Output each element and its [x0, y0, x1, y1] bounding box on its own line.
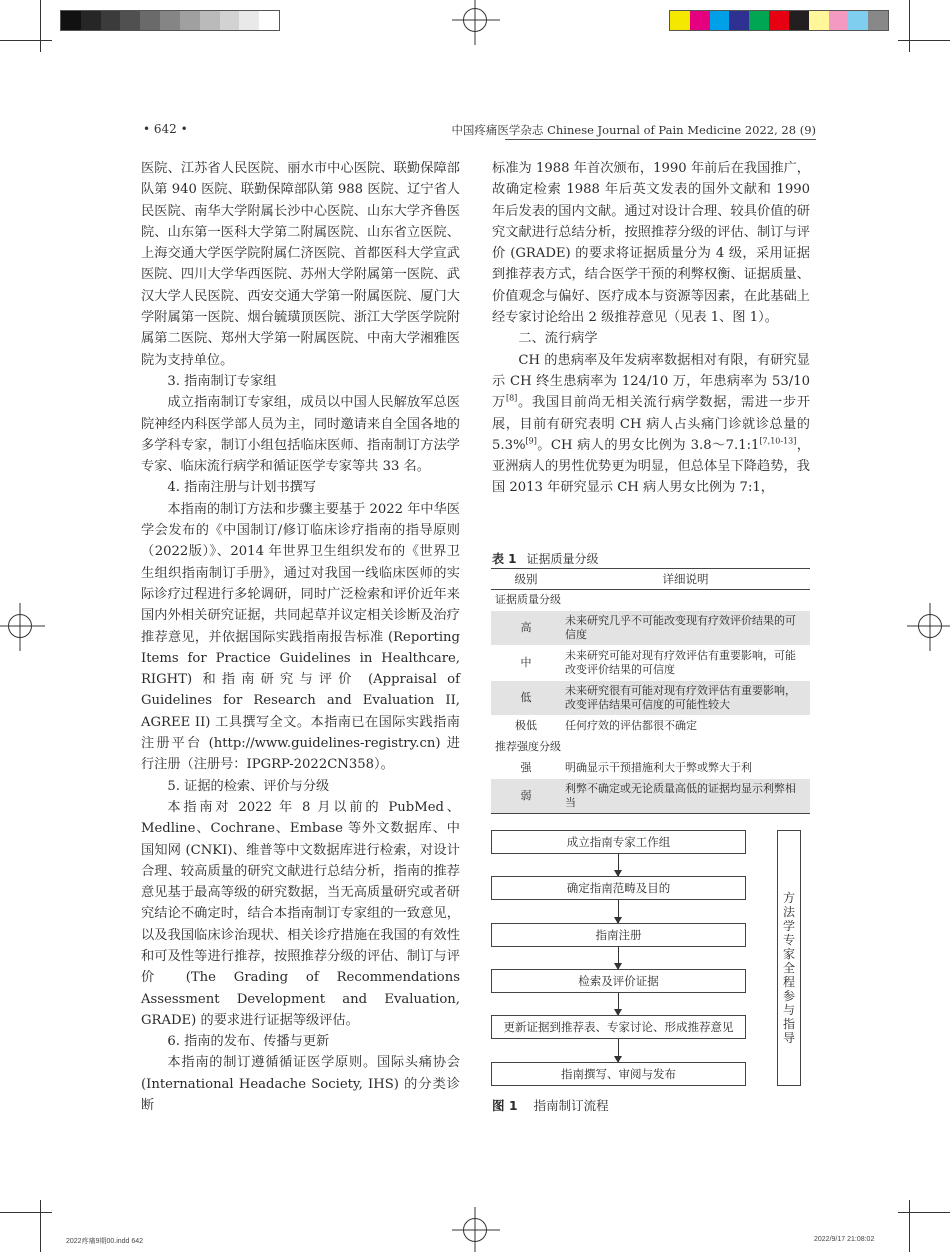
crop-mark: [898, 40, 950, 41]
color-swatch: [809, 11, 829, 30]
gray-swatch: [61, 11, 81, 30]
table-row: [491, 646, 810, 681]
registration-mark-top: [463, 8, 487, 32]
flow-arrow: [618, 900, 619, 923]
citation: [9]: [525, 436, 537, 446]
flow-step-box: 指南注册: [491, 923, 746, 947]
left-column: [141, 158, 460, 1116]
group-label: 推荐强度分级: [491, 737, 810, 758]
section-heading: 5. 证据的检索、评价与分级: [167, 778, 330, 794]
body-paragraph: 本指南的制订方法和步骤主要基于 2022 年中华医学会发布的《中国制订/修订临床诊疗指南的指导原则（2022版）》、2014 年世界卫生组织发布的《世界卫生组织指南制订手册》，通过对我国一线临床医师的实际诊疗过程进行多轮调研，同时广泛检索和评价近年来国内外相关研究证据，共同起草并议定相关诊断及治疗推荐意见，并依据国际实践指南报告标准 (Reporting Items for Practice Guidelines in Healthcare, RIGHT) 和指南研究与评价 (Appraisal of Guidelines for Research and Evaluation II, AGREE II) 工具撰写全文。本指南已在国际实践指南注册平台 (http://www.guidelines-registry.cn) 进行注册（注册号：IPGRP-2022CN358）。: [141, 501, 460, 773]
body-paragraph: 标准为 1988 年首次颁布，1990 年前后在我国推广，故确定检索 1988 年后英文发表的国外文献和 1990 年后发表的国内文献。通过对设计合理、较具价值的研究文献进行总结分析，按照推荐分级的评估、制订与评价 (GRADE) 的要求将证据质量分为 4 级，采用证据到推荐表方式，结合医学干预的利弊权衡、证据质量、价值观念与偏好、医疗成本与资源等因素，在此基础上经专家讨论给出 2 级推荐意见（见表 1、图 1）。: [492, 161, 810, 326]
registration-mark-bottom: [463, 1218, 487, 1242]
color-swatch: [690, 11, 710, 30]
figure-label: 图 1: [492, 1098, 518, 1113]
level-cell: 低: [491, 681, 561, 716]
gray-swatch: [81, 11, 101, 30]
section-heading: 6. 指南的发布、传播与更新: [167, 1034, 330, 1050]
table-row: [491, 716, 810, 737]
color-swatch: [729, 11, 749, 30]
color-swatch: [829, 11, 849, 30]
flow-arrow: [618, 1039, 619, 1062]
flow-step-box: 更新证据到推荐表、专家讨论、形成推荐意见: [491, 1015, 746, 1039]
color-swatch: [848, 11, 868, 30]
crop-mark: [909, 0, 910, 52]
body-paragraph: 成立指南制订专家组，成员以中国人民解放军总医院神经内科医学部人员为主，同时邀请来自全国各地的多学科专家，制订小组包括临床医师、指南制订方法学专家、临床流行病学和循证医学专家等共 33 名。: [141, 395, 460, 475]
level-cell: 强: [491, 758, 561, 779]
right-column: [492, 158, 810, 499]
side-label: 方法学专家全程参与指导: [783, 891, 796, 1045]
table-row: [491, 611, 810, 646]
description-cell: 未来研究可能对现有疗效评估有重要影响，可能改变评价结果的可信度: [561, 646, 810, 681]
flowchart-side-box: [777, 830, 801, 1086]
gray-swatch: [101, 11, 121, 30]
gray-swatch: [200, 11, 220, 30]
table-caption: [492, 550, 599, 567]
gray-swatch: [259, 11, 279, 30]
table-group-row: [491, 737, 810, 758]
body-paragraph: 医院、江苏省人民医院、丽水市中心医院、联勤保障部队第 940 医院、联勤保障部队第 988 医院、辽宁省人民医院、南华大学附属长沙中心医院、山东大学齐鲁医院、山东第一医科大学第二附属医院、山东省立医院、上海交通大学医学院附属仁济医院、首都医科大学宣武医院、四川大学华西医院、苏州大学附属第一医院、武汉大学人民医院、西安交通大学第一附属医院、厦门大学附属第一医院、烟台毓璜顶医院、浙江大学医学院附属第二医院、郑州大学第一附属医院、中南大学湘雅医院为支持单位。: [141, 161, 460, 368]
gray-swatch: [239, 11, 259, 30]
journal-title: 中国疼痛医学杂志 Chinese Journal of Pain Medicine 2022, 28 (9): [451, 123, 816, 137]
flow-arrow: [618, 993, 619, 1015]
crop-mark: [40, 1200, 41, 1252]
flow-step-box: 指南撰写、审阅与发布: [491, 1062, 746, 1086]
table-row: [491, 779, 810, 814]
gray-swatch: [160, 11, 180, 30]
process-color-bar: [669, 10, 889, 31]
section-heading-epidemiology: 二、流行病学: [518, 331, 598, 347]
gray-swatch: [220, 11, 240, 30]
gray-swatch: [120, 11, 140, 30]
crop-mark: [40, 0, 41, 52]
registration-mark-left: [8, 614, 32, 638]
table-label: 表 1: [492, 552, 517, 566]
text-run: 。CH 病人的男女比例为 3.8～7.1:1: [536, 437, 760, 453]
crop-mark: [898, 1212, 950, 1213]
footer-file-name: 2022疼痛9期00.indd 642: [66, 1238, 144, 1245]
registration-mark-right: [918, 614, 942, 638]
crop-mark: [0, 1212, 52, 1213]
body-paragraph: 本指南对 2022 年 8 月以前的 PubMed、Medline、Cochrane、Embase 等外文数据库、中国知网 (CNKI)、维普等中文数据库进行检索，对设计合理、较高质量的研究文献进行总结分析，指南的推荐意见基于最高等级的研究数据，当无高质量研究或者研究结论不确定时，结合本指南制订专家组的一致意见，以及我国临床诊治现状、相关诊疗措施在我国的有效性和可及性等进行推荐，按照推荐分级的评估、制订与评价 (The Grading of Recommendations Assessment Development and Evaluation, GRADE) 的要求进行证据等级评估。: [141, 799, 460, 1028]
group-label: 证据质量分级: [491, 590, 810, 611]
column-header-level: 级别: [491, 569, 561, 590]
figure-title: 指南制订流程: [533, 1098, 609, 1113]
description-cell: 明确显示干预措施利大于弊或弊大于利: [561, 758, 810, 779]
flow-step-box: 确定指南范畴及目的: [491, 876, 746, 900]
flow-arrow: [618, 854, 619, 876]
level-cell: 高: [491, 611, 561, 646]
table-row: [491, 681, 810, 716]
text-run: 。我国目前尚无相关流行病学数据，需进一步开展，目前有研究表明 CH 病人占头痛门诊就诊总量的 5.3%: [492, 395, 811, 453]
table-title: 证据质量分级: [526, 552, 599, 566]
citation: [8]: [505, 393, 518, 403]
text-run: CH 的患病率及年发病率数据相对有限，有研究显示 CH 终生患病率为 124/10 万，年患病率为 53/10 万: [492, 352, 810, 411]
color-swatch: [868, 11, 888, 30]
section-heading: 4. 指南注册与计划书撰写: [167, 480, 317, 496]
crop-mark: [0, 40, 52, 41]
figure-caption: [492, 1096, 609, 1114]
color-swatch: [789, 11, 809, 30]
level-cell: 极低: [491, 716, 561, 737]
level-cell: 中: [491, 646, 561, 681]
gray-swatch: [180, 11, 200, 30]
column-header-description: 详细说明: [561, 569, 810, 590]
table-row: [491, 758, 810, 779]
header-rule: [505, 139, 816, 140]
footer-timestamp: 2022/9/17 21:08:02: [814, 1236, 875, 1243]
body-paragraph: 本指南的制订遵循循证医学原则。国际头痛协会 (International Headache Society, IHS) 的分类诊断: [141, 1055, 460, 1114]
crop-mark: [909, 1200, 910, 1252]
description-cell: 未来研究几乎不可能改变现有疗效评价结果的可信度: [561, 611, 810, 646]
level-cell: 弱: [491, 779, 561, 814]
text-run: ，亚洲病人的男性优势更为明显，但总体呈下降趋势，我国 2013 年研究显示 CH 病人男女比例为 7:1，: [492, 437, 810, 496]
description-cell: 利弊不确定或无论质量高低的证据均显示利弊相当: [561, 779, 810, 814]
grayscale-color-bar: [60, 10, 280, 31]
flow-arrow: [618, 947, 619, 969]
body-paragraph: [492, 350, 810, 499]
color-swatch: [710, 11, 730, 30]
citation: [7,10-13]: [759, 436, 797, 446]
page-number: • 642 •: [143, 122, 188, 136]
description-cell: 任何疗效的评估都很不确定: [561, 716, 810, 737]
description-cell: 未来研究很有可能对现有疗效评估有重要影响，改变评估结果可信度的可能性较大: [561, 681, 810, 716]
table-group-row: [491, 590, 810, 611]
color-swatch: [769, 11, 789, 30]
color-swatch: [749, 11, 769, 30]
flow-step-box: 成立指南专家工作组: [491, 830, 746, 854]
evidence-grading-table: [491, 568, 810, 814]
color-swatch: [670, 11, 690, 30]
gray-swatch: [140, 11, 160, 30]
section-heading: 3. 指南制订专家组: [167, 373, 277, 389]
flow-step-box: 检索及评价证据: [491, 969, 746, 993]
table-header-row: [491, 569, 810, 590]
